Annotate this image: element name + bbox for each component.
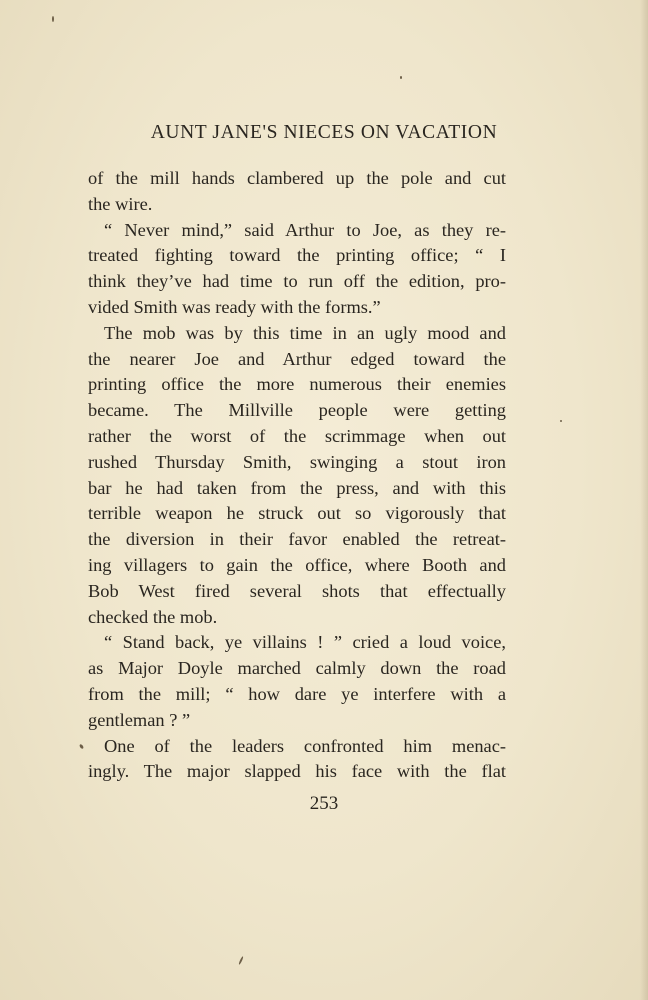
text-line: became. The Millville people were getting (88, 400, 506, 421)
text-line: the diversion in their favor enabled the retreat- (88, 529, 506, 550)
text-line: rather the worst of the scrimmage when out (88, 425, 506, 446)
paper-speck (400, 76, 402, 79)
page-number: 253 (309, 793, 339, 814)
text-line: One of the leaders confronted him menac- (104, 735, 506, 756)
paper-speck (238, 956, 244, 965)
paper-speck (560, 420, 562, 422)
text-line: “ Stand back, ye villains ! ” cried a loud voice, (104, 632, 506, 653)
running-head: AUNT JANE'S NIECES ON VACATION (150, 122, 498, 143)
text-line: ingly. The major slapped his face with the flat (88, 761, 506, 782)
text-line: printing office the more numerous their enemies (88, 374, 506, 395)
text-line: treated fighting toward the printing office; “ I (88, 245, 506, 266)
text-line: from the mill; “ how dare ye interfere with a (88, 683, 506, 704)
paper-speck (79, 744, 84, 750)
page-edge-shadow (640, 0, 648, 1000)
text-line: bar he had taken from the press, and with this (88, 477, 506, 498)
text-line: rushed Thursday Smith, swinging a stout iron (88, 451, 506, 472)
text-line: as Major Doyle marched calmly down the road (88, 658, 506, 679)
paper-speck (52, 16, 54, 22)
text-line: gentleman ? ” (88, 709, 191, 730)
text-line: terrible weapon he struck out so vigorously that (88, 503, 506, 524)
text-line: “ Never mind,” said Arthur to Joe, as they re- (104, 219, 506, 240)
text-line: of the mill hands clambered up the pole and cut (88, 168, 506, 188)
text-line: checked the mob. (88, 606, 218, 627)
text-line: Bob West fired several shots that effectually (88, 580, 506, 601)
text-line: The mob was by this time in an ugly mood and (104, 322, 506, 343)
text-line: ing villagers to gain the office, where Booth and (88, 554, 506, 575)
text-line: the nearer Joe and Arthur edged toward the (88, 348, 506, 369)
text-line: the wire. (88, 193, 153, 214)
text-line: think they’ve had time to run off the edition, pro- (88, 271, 506, 292)
body-text (88, 166, 506, 785)
text-line: vided Smith was ready with the forms.” (88, 296, 381, 317)
